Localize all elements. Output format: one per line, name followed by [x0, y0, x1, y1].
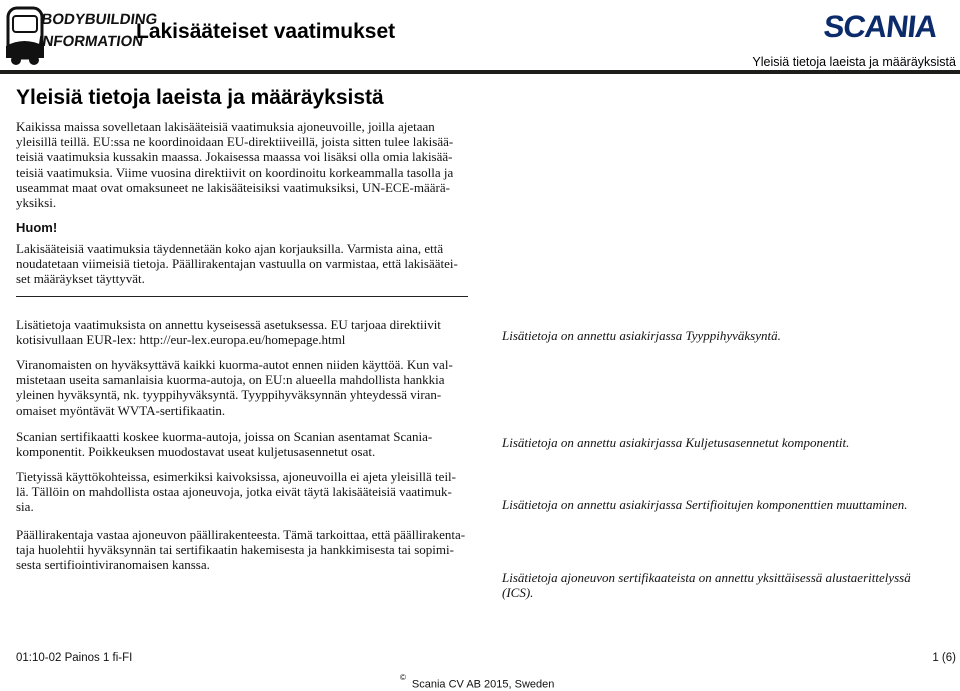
- paragraph-off-road: [16, 469, 474, 515]
- note-paragraph: [16, 241, 474, 287]
- text-line: Lisätietoja ajoneuvon sertifikaateista on annettu yksittäisessä alustaerittelyssä: [502, 570, 911, 585]
- text-line: teisiä vaatimuksia kussakin maassa. Jokaisessa maassa voi lisäksi olla omia lakisää-: [16, 149, 453, 165]
- svg-text:SCANIA: SCANIA: [822, 9, 939, 44]
- text-line: sia.: [16, 499, 34, 515]
- text-line: Scanian sertifikaatti koskee kuorma-autoja, joissa on Scanian asentamat Scania-: [16, 429, 433, 444]
- text-line: Lakisääteisiä vaatimuksia täydennetään koko ajan korjauksilla. Varmista aina, että: [16, 241, 444, 256]
- reference-type-approval: Lisätietoja on annettu asiakirjassa Tyyppihyväksyntä.: [502, 328, 781, 343]
- footer-copyright: [400, 673, 555, 691]
- text-line: teisiä vaatimuksia. Viime vuosina direktiivit on koordinoitu korkeammalla tasolla ja: [16, 164, 454, 180]
- text-line: useammat maat ovat omaksuneet ne lakisääteisiksi vaatimuksiksi, UN-ECE-määrä-: [16, 179, 450, 195]
- copyright-symbol: ©: [400, 673, 406, 682]
- text-line: Päällirakentaja vastaa ajoneuvon päällirakenteesta. Tämä tarkoittaa, että päällirakenta-: [16, 527, 466, 542]
- text-line: taja huolehtii hyväksynnän tai sertifikaatin hakemisesta ja hankkimisesta tai sopimi-: [16, 542, 454, 558]
- text-line: sesta sertifiointiviranomaisen kanssa.: [16, 557, 210, 573]
- text-line: yleisillä teillä. EU:ssa ne koordinoidaan EU-direktiiveillä, joista sitten tulee lakisää-: [16, 134, 454, 150]
- reference-certified-components: Lisätietoja on annettu asiakirjassa Sertifioitujen komponenttien muuttaminen.: [502, 497, 908, 512]
- paragraph-approval: [16, 357, 474, 418]
- text-line: mistetaan useita samanlaisia kuorma-autoja, on EU:n alueella mahdollista hankkia: [16, 372, 445, 388]
- text-line: kotisivullaan EUR-lex: http://eur-lex.europa.eu/homepage.html: [16, 332, 346, 348]
- text-line: omaiset myöntävät WVTA-sertifikaatin.: [16, 402, 226, 418]
- logo-wordmark: BODYBUILDING: [40, 11, 159, 28]
- scania-logo: [808, 10, 956, 42]
- intro-paragraph: [16, 119, 474, 210]
- paragraph-regulations: [16, 317, 474, 347]
- header-divider: [0, 70, 960, 74]
- text-line: set määräykset täyttyvät.: [16, 271, 145, 287]
- text-line: komponentit. Poikkeuksen muodostavat useat kuljetusasennetut osat.: [16, 444, 376, 460]
- page-header: [0, 0, 960, 80]
- section-title: Yleisiä tietoja laeista ja määräyksistä: [16, 86, 384, 109]
- text-line: lä. Tällöin on mahdollista ostaa ajoneuvoja, jotka eivät täytä lakisääteisiä vaatimuk-: [16, 484, 452, 500]
- reference-ics: [502, 570, 942, 600]
- document-title: Lakisääteiset vaatimukset: [136, 20, 396, 43]
- paragraph-scania-certificate: [16, 429, 474, 459]
- reference-transport-components: Lisätietoja on annettu asiakirjassa Kuljetusasennetut komponentit.: [502, 435, 850, 450]
- note-divider: [16, 296, 468, 297]
- text-line: noudatetaan viimeisiä tietoja. Päällirakentajan vastuulla on varmistaa, että lakisäätei-: [16, 256, 458, 272]
- copyright-text: Scania CV AB 2015, Sweden: [411, 678, 555, 691]
- svg-text:INFORMATION: INFORMATION: [37, 33, 145, 50]
- text-line: Lisätietoja vaatimuksista on annettu kyseisessä asetuksessa. EU tarjoaa direktiivit: [16, 317, 441, 332]
- footer-page-number: 1 (6): [932, 652, 956, 664]
- text-line: Kaikissa maissa sovelletaan lakisääteisiä vaatimuksia ajoneuvoille, joilla ajetaan: [16, 119, 435, 134]
- header-subtitle: Yleisiä tietoja laeista ja määräyksistä: [752, 55, 956, 69]
- text-line: yksiksi.: [16, 195, 57, 211]
- text-line: (ICS).: [502, 585, 534, 601]
- paragraph-bodybuilder-responsibility: [16, 527, 474, 573]
- footer-document-code: 01:10-02 Painos 1 fi-FI: [16, 652, 133, 664]
- bodybuilding-information-logo: [4, 2, 159, 68]
- text-line: Tietyissä käyttökohteissa, esimerkiksi kaivoksissa, ajoneuvoilla ei ajeta yleisillä teil-: [16, 469, 456, 484]
- note-heading: Huom!: [16, 220, 58, 235]
- text-line: yleinen hyväksyntä, nk. tyyppihyväksyntä. Tyyppihyväksynnän yhteydessä viran-: [16, 387, 442, 403]
- text-line: Viranomaisten on hyväksyttävä kaikki kuorma-autot ennen niiden käyttöä. Kun val-: [16, 357, 453, 372]
